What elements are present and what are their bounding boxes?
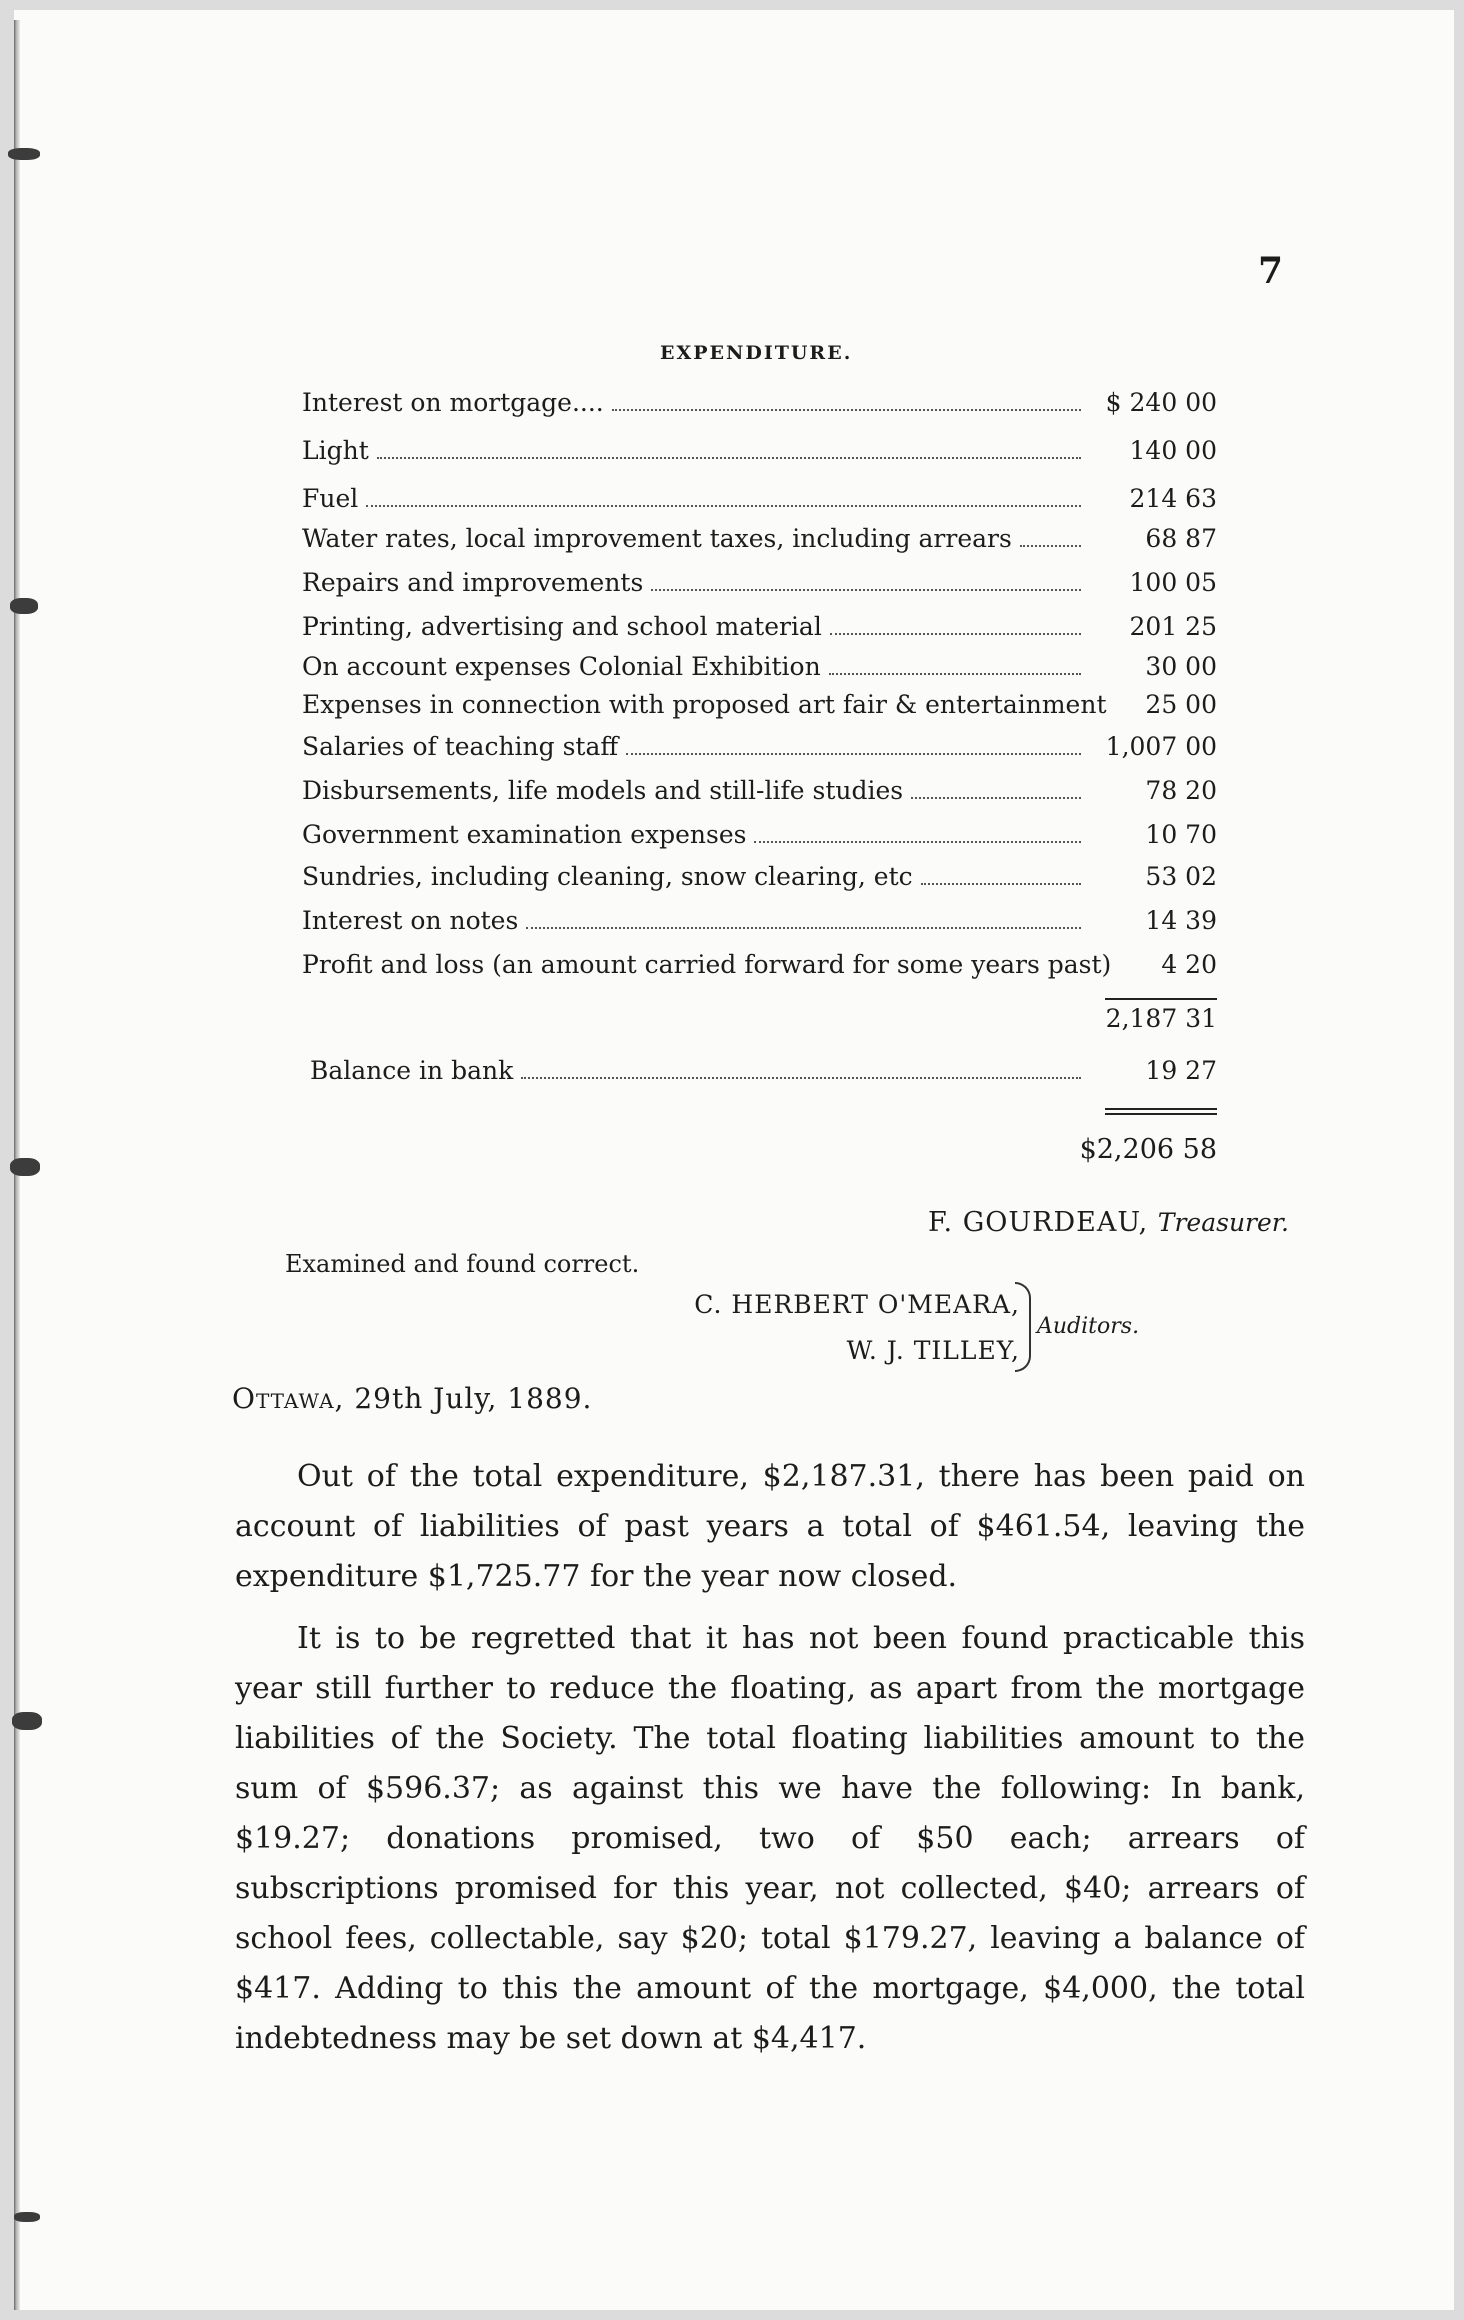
auditors-brace [1015,1282,1031,1372]
expenditure-label: Interest on mortgage.... [302,388,604,417]
expenditure-label: Expenses in connection with proposed art fair & entertainment [302,690,1107,719]
total-rule [1105,1108,1217,1110]
treasurer-signature [928,1207,1289,1238]
dot-leader [366,505,1081,507]
expenditure-label: Printing, advertising and school material [302,612,822,641]
paragraph [235,1452,1305,1602]
dot-leader [1020,545,1081,547]
expenditure-label: On account expenses Colonial Exhibition [302,652,821,681]
treasurer-title: Treasurer. [1157,1208,1289,1237]
expenditure-row [302,612,1217,654]
binding-mark [10,598,38,614]
expenditure-row [302,388,1217,430]
expenditure-row [302,776,1217,818]
expenditure-amount: 10 70 [1145,820,1217,849]
expenditure-amount: $ 240 00 [1105,388,1217,417]
auditor-name: W. J. TILLEY, [846,1336,1020,1365]
dot-leader [921,883,1081,885]
expenditure-label: Interest on notes [302,906,519,935]
dot-leader [526,927,1081,929]
expenditure-row [302,484,1217,526]
expenditure-amount: 214 63 [1129,484,1217,513]
expenditure-label: Light [302,436,369,465]
expenditure-amount: 4 20 [1161,950,1217,979]
expenditure-heading: EXPENDITURE. [660,342,853,364]
expenditure-label: Water rates, local improvement taxes, including arrears [302,524,1012,553]
expenditure-label: Salaries of teaching staff [302,732,619,761]
expenditure-row [302,732,1217,774]
expenditure-amount: 68 87 [1145,524,1217,553]
expenditure-row [302,652,1217,694]
expenditure-label: Fuel [302,484,359,513]
binding-mark [14,2212,40,2222]
dateline-date: 29th July, 1889. [354,1382,593,1415]
expenditure-row [302,820,1217,862]
expenditure-label: Sundries, including cleaning, snow clearing, etc [302,862,913,891]
paragraph-text: It is to be regretted that it has not been found practicable this year still further to reduce the floating, as apart from the mortgage liabilities of the Society. The total floating liabilities amount to the sum of $596.37; as against this we have the following: In bank, $19.27; donations promised, two of $50 each; arrears of subscriptions promised for this year, not collected, $40; arrears of school fees, collectable, say $20; total $179.27, leaving a balance of $417. Adding to this the amount of the mortgage, $4,000, the total indebtedness may be set down at $4,417. [235,1621,1305,2056]
expenditure-row [302,906,1217,948]
examined-note: Examined and found correct. [285,1250,640,1278]
expenditure-label: Government examination expenses [302,820,747,849]
paragraph [235,1614,1305,2064]
balance-row [310,1056,1217,1098]
dateline [232,1382,592,1415]
expenditure-amount: 53 02 [1145,862,1217,891]
dot-leader [651,589,1081,591]
binding-mark [8,148,40,160]
expenditure-total: $2,206 58 [1079,1134,1217,1165]
expenditure-row [302,862,1217,904]
expenditure-amount: 14 39 [1145,906,1217,935]
balance-label: Balance in bank [310,1056,514,1085]
dot-leader [377,457,1081,459]
expenditure-amount: 25 00 [1145,690,1217,719]
total-rule [1105,1113,1217,1115]
dot-leader [830,633,1081,635]
expenditure-amount: 1,007 00 [1105,732,1217,761]
expenditure-label: Repairs and improvements [302,568,644,597]
dot-leader [626,753,1081,755]
dot-leader [612,409,1081,411]
binding-mark [10,1158,40,1176]
auditors-label: Auditors. [1037,1314,1140,1339]
expenditure-amount: 30 00 [1145,652,1217,681]
expenditure-amount: 78 20 [1145,776,1217,805]
expenditure-amount: 100 05 [1129,568,1217,597]
treasurer-name: F. GOURDEAU, [928,1207,1149,1238]
paragraph-text: Out of the total expenditure, $2,187.31, there has been paid on account of liabilities of past years a total of $461.54, leaving the expenditure $1,725.77 for the year now closed. [235,1459,1305,1594]
expenditure-row [302,524,1217,566]
expenditure-label: Disbursements, life models and still-life studies [302,776,904,805]
page-number: 7 [1258,250,1284,292]
expenditure-row [302,436,1217,478]
expenditure-row [302,690,1217,732]
expenditure-amount: 201 25 [1129,612,1217,641]
balance-amount: 19 27 [1145,1056,1217,1085]
expenditure-row [302,568,1217,610]
dot-leader [521,1077,1081,1079]
expenditure-amount: 140 00 [1129,436,1217,465]
auditor-name: C. HERBERT O'MEARA, [694,1290,1020,1319]
expenditure-row [302,950,1217,992]
dot-leader [829,673,1081,675]
subtotal-rule [1105,998,1217,1000]
dot-leader [754,841,1081,843]
dateline-place: Ottawa, [232,1382,345,1415]
binding-mark [12,1712,42,1730]
dot-leader [911,797,1081,799]
expenditure-subtotal: 2,187 31 [1105,1004,1217,1033]
expenditure-label: Profit and loss (an amount carried forward for some years past) [302,950,1112,979]
